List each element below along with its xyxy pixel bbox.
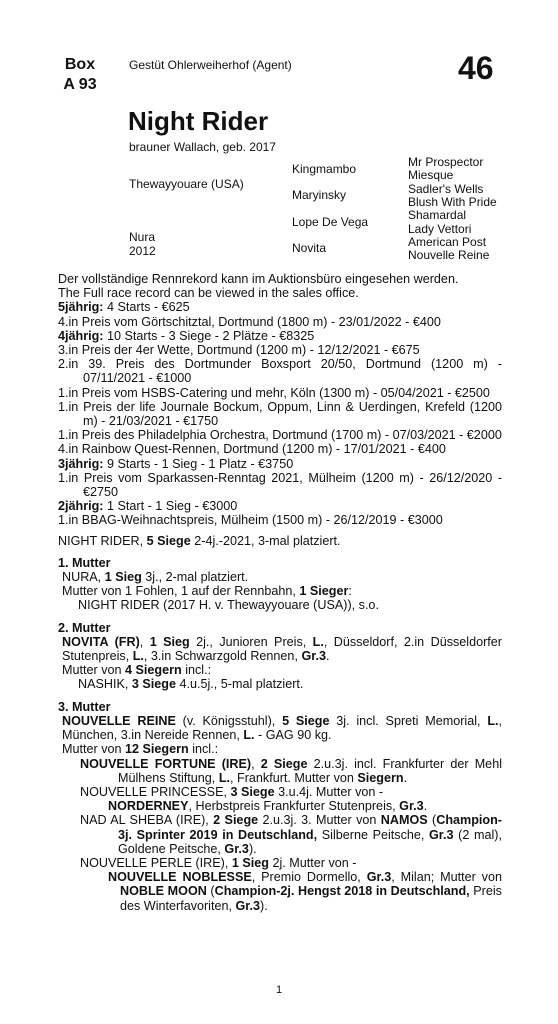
race-result: 1.in Preis des Philadelphia Orchestra, Dortmund (1700 m) - 07/03/2021 - €2000 bbox=[58, 428, 502, 443]
produce-offspring: NOUVELLE NOBLESSE, Premio Dormello, Gr.3, Milan; Mutter von NOBLE MOON (Champion-2j. Hengst 2018 in Deutschland, Preis des Winterfavoriten, Gr.3). bbox=[108, 870, 502, 913]
record-note-en: The Full race record can be viewed in the sales office. bbox=[58, 286, 359, 301]
pedigree-sire: Thewayyouare (USA) bbox=[129, 177, 244, 191]
pedigree-ggd-3: Lady Vettori bbox=[408, 222, 472, 236]
race-result: 1.in Preis der life Journale Bockum, Oppum, Linn & Uerdingen, Krefeld (1200 m) - 21/03/2021 - €1750 bbox=[58, 399, 502, 429]
pedigree-dam: Nura bbox=[129, 230, 156, 244]
pedigree-ggd-4: Nouvelle Reine bbox=[408, 248, 490, 262]
third-dam-produce-item: NOUVELLE PRINCESSE, 3 Siege 3.u.4j. Mutter von - bbox=[80, 784, 384, 799]
race-result: 1.in BBAG-Weihnachtspreis, Mülheim (1500 m) - 26/12/2019 - €3000 bbox=[58, 513, 443, 528]
pedigree-ggd-2: Blush With Pride bbox=[408, 195, 497, 209]
pedigree-ggs-2: Sadler's Wells bbox=[408, 182, 484, 196]
third-dam-produce-item: NAD AL SHEBA (IRE), 2 Siege 2.u.3j. 3. Mutter von NAMOS (Champion-3j. Sprinter 2019 in Deutschland, Silberne Peitsche, Gr.3 (2 mal), Goldene Peitsche, Gr.3). bbox=[80, 813, 502, 856]
race-result: 4.in Rainbow Quest-Rennen, Dortmund (1200 m) - 17/01/2021 - €400 bbox=[58, 442, 446, 457]
race-result: 2.in 39. Preis des Dortmunder Boxsport 20/50, Dortmund (1200 m) - 07/11/2021 - €1000 bbox=[58, 357, 502, 386]
section-heading-dam: 1. Mutter bbox=[58, 555, 111, 570]
pedigree-grandsire: Kingmambo bbox=[292, 162, 357, 176]
dam-produce-item: NIGHT RIDER (2017 H. v. Thewayyouare (USA)), s.o. bbox=[78, 598, 379, 613]
agent-name: Gestüt Ohlerweiherhof (Agent) bbox=[129, 58, 292, 72]
pedigree-ggs-1: Mr Prospector bbox=[408, 155, 484, 169]
horse-description: brauner Wallach, geb. 2017 bbox=[129, 140, 276, 154]
produce-offspring: NORDERNEY, Herbstpreis Frankfurter Stutenpreis, Gr.3. bbox=[108, 799, 428, 814]
record-summary: NIGHT RIDER, 5 Siege 2-4j.-2021, 3-mal platziert. bbox=[58, 533, 341, 548]
lot-number: 46 bbox=[458, 50, 494, 86]
pedigree-ggd-1: Miesque bbox=[408, 168, 454, 182]
second-dam-produce-summary: Mutter von 4 Siegern incl.: bbox=[62, 663, 212, 678]
pedigree-granddam: Maryinsky bbox=[292, 188, 347, 202]
box-number: A 93 bbox=[63, 76, 97, 93]
third-dam-produce-item: NOUVELLE FORTUNE (IRE), 2 Siege 2.u.3j. incl. Frankfurter der Mehl Mülhens Stiftung, L., Frankfurt. Mutter von Siegern. bbox=[80, 756, 502, 785]
season-4yo: 4jährig: 10 Starts - 3 Siege - 2 Plätze - €8325 bbox=[58, 328, 315, 343]
race-result: 1.in Preis vom HSBS-Catering und mehr, Köln (1300 m) - 05/04/2021 - €2500 bbox=[58, 385, 490, 400]
pedigree-ggs-4: American Post bbox=[408, 235, 487, 249]
second-dam-line: NOVITA (FR), 1 Sieg 2j., Junioren Preis, L., Düsseldorf, 2.in Düsseldorfer Stutenpreis, L., 3.in Schwarzgold Rennen, Gr.3. bbox=[62, 634, 502, 664]
pedigree-dam-sire: Lope De Vega bbox=[292, 215, 369, 229]
third-dam-produce-item: NOUVELLE PERLE (IRE), 1 Sieg 2j. Mutter von - bbox=[80, 855, 357, 870]
third-dam-produce-summary: Mutter von 12 Siegern incl.: bbox=[62, 742, 219, 757]
section-heading-second-dam: 2. Mutter bbox=[58, 620, 111, 635]
pedigree-ggs-3: Shamardal bbox=[408, 208, 467, 222]
pedigree-dam-year: 2012 bbox=[129, 244, 156, 258]
race-result: 1.in Preis vom Sparkassen-Renntag 2021, Mülheim (1200 m) - 26/12/2020 - €2750 bbox=[58, 470, 502, 500]
race-record-body bbox=[58, 272, 502, 913]
dam-line: NURA, 1 Sieg 3j., 2-mal platziert. bbox=[62, 570, 249, 585]
season-2yo: 2jährig: 1 Start - 1 Sieg - €3000 bbox=[58, 499, 238, 514]
box-label bbox=[60, 55, 100, 95]
page-number: 1 bbox=[275, 984, 283, 996]
race-result: 3.in Preis der 4er Wette, Dortmund (1200 m) - 12/12/2021 - €675 bbox=[58, 343, 420, 358]
race-result: 4.in Preis vom Görtschitztal, Dortmund (1800 m) - 23/01/2022 - €400 bbox=[58, 314, 441, 329]
season-5yo: 5jährig: 4 Starts - €625 bbox=[58, 300, 190, 315]
pedigree-dam-dam: Novita bbox=[292, 241, 327, 255]
dam-produce-summary: Mutter von 1 Fohlen, 1 auf der Rennbahn, 1 Sieger: bbox=[62, 584, 352, 599]
third-dam-line: NOUVELLE REINE (v. Königsstuhl), 5 Siege 3j. incl. Spreti Memorial, L., München, 3.in Nereide Rennen, L. - GAG 90 kg. bbox=[62, 713, 503, 743]
record-note-de: Der vollständige Rennrekord kann im Auktionsbüro eingesehen werden. bbox=[58, 272, 459, 286]
horse-name: Night Rider bbox=[128, 106, 269, 136]
second-dam-produce-item: NASHIK, 3 Siege 4.u.5j., 5-mal platziert. bbox=[78, 677, 304, 692]
section-heading-third-dam: 3. Mutter bbox=[58, 699, 111, 714]
season-3yo: 3jährig: 9 Starts - 1 Sieg - 1 Platz - €3750 bbox=[58, 456, 294, 471]
box-title: Box bbox=[64, 56, 96, 73]
